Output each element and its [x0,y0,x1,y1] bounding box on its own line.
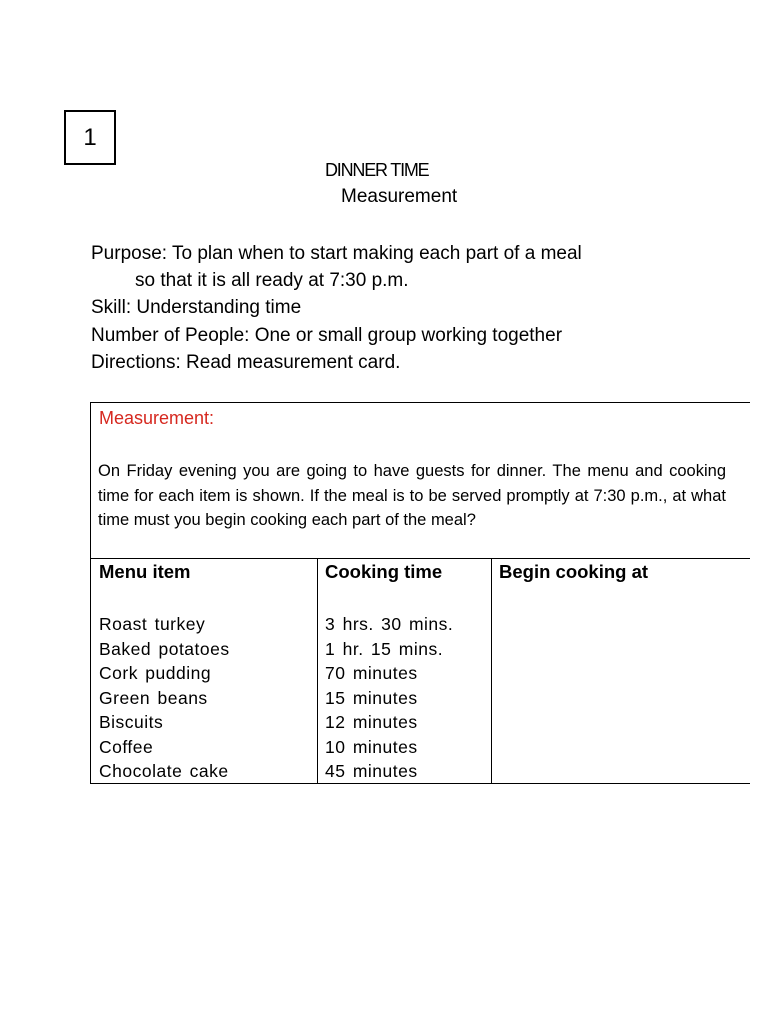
purpose-line-2: so that it is all ready at 7:30 p.m. [135,270,409,292]
cooking-time-list [325,612,453,784]
card-number: 1 [83,123,97,151]
cooking-time: 3 hrs. 30 mins. [325,614,454,634]
measurement-heading: Measurement: [99,408,215,428]
cooking-time: 1 hr. 15 mins. [325,638,444,659]
purpose-line-1: Purpose: To plan when to start making each part of a meal [91,243,582,264]
column-divider [491,558,492,783]
header-menu-item: Menu item [99,561,191,582]
menu-item: Roast turkey [99,614,206,634]
cooking-time: 15 minutes [325,687,418,708]
problem-text: On Friday evening you are going to have guests for dinner. The menu and cooking time for each item is shown. If the meal is to be served promptly at 7:30 p.m., at what time must you begin cooking each part of the meal? [98,462,726,529]
header-begin-cooking: Begin cooking at [499,561,649,582]
menu-item: Chocolate cake [99,761,229,781]
card-number-box [64,110,116,165]
skill-line: Skill: Understanding time [91,297,302,319]
menu-item: Baked potatoes [99,638,230,659]
menu-item: Cork pudding [99,663,212,683]
cooking-time: 10 minutes [325,736,418,757]
cooking-time: 12 minutes [325,712,418,732]
menu-item: Green beans [99,687,208,708]
directions-line: Directions: Read measurement card. [91,351,401,373]
menu-item-list [99,612,230,784]
column-divider [317,558,318,783]
cooking-time: 70 minutes [325,663,418,683]
table-top-border [91,558,750,559]
menu-item: Coffee [99,736,154,757]
page-title: DINNER TIME [325,160,429,180]
measurement-card [90,402,750,784]
header-cooking-time: Cooking time [325,561,443,582]
menu-item: Biscuits [99,712,164,732]
page-subtitle: Measurement [341,186,458,207]
people-line: Number of People: One or small group working together [91,324,563,346]
activity-info [91,240,582,376]
cooking-time: 45 minutes [325,761,418,781]
